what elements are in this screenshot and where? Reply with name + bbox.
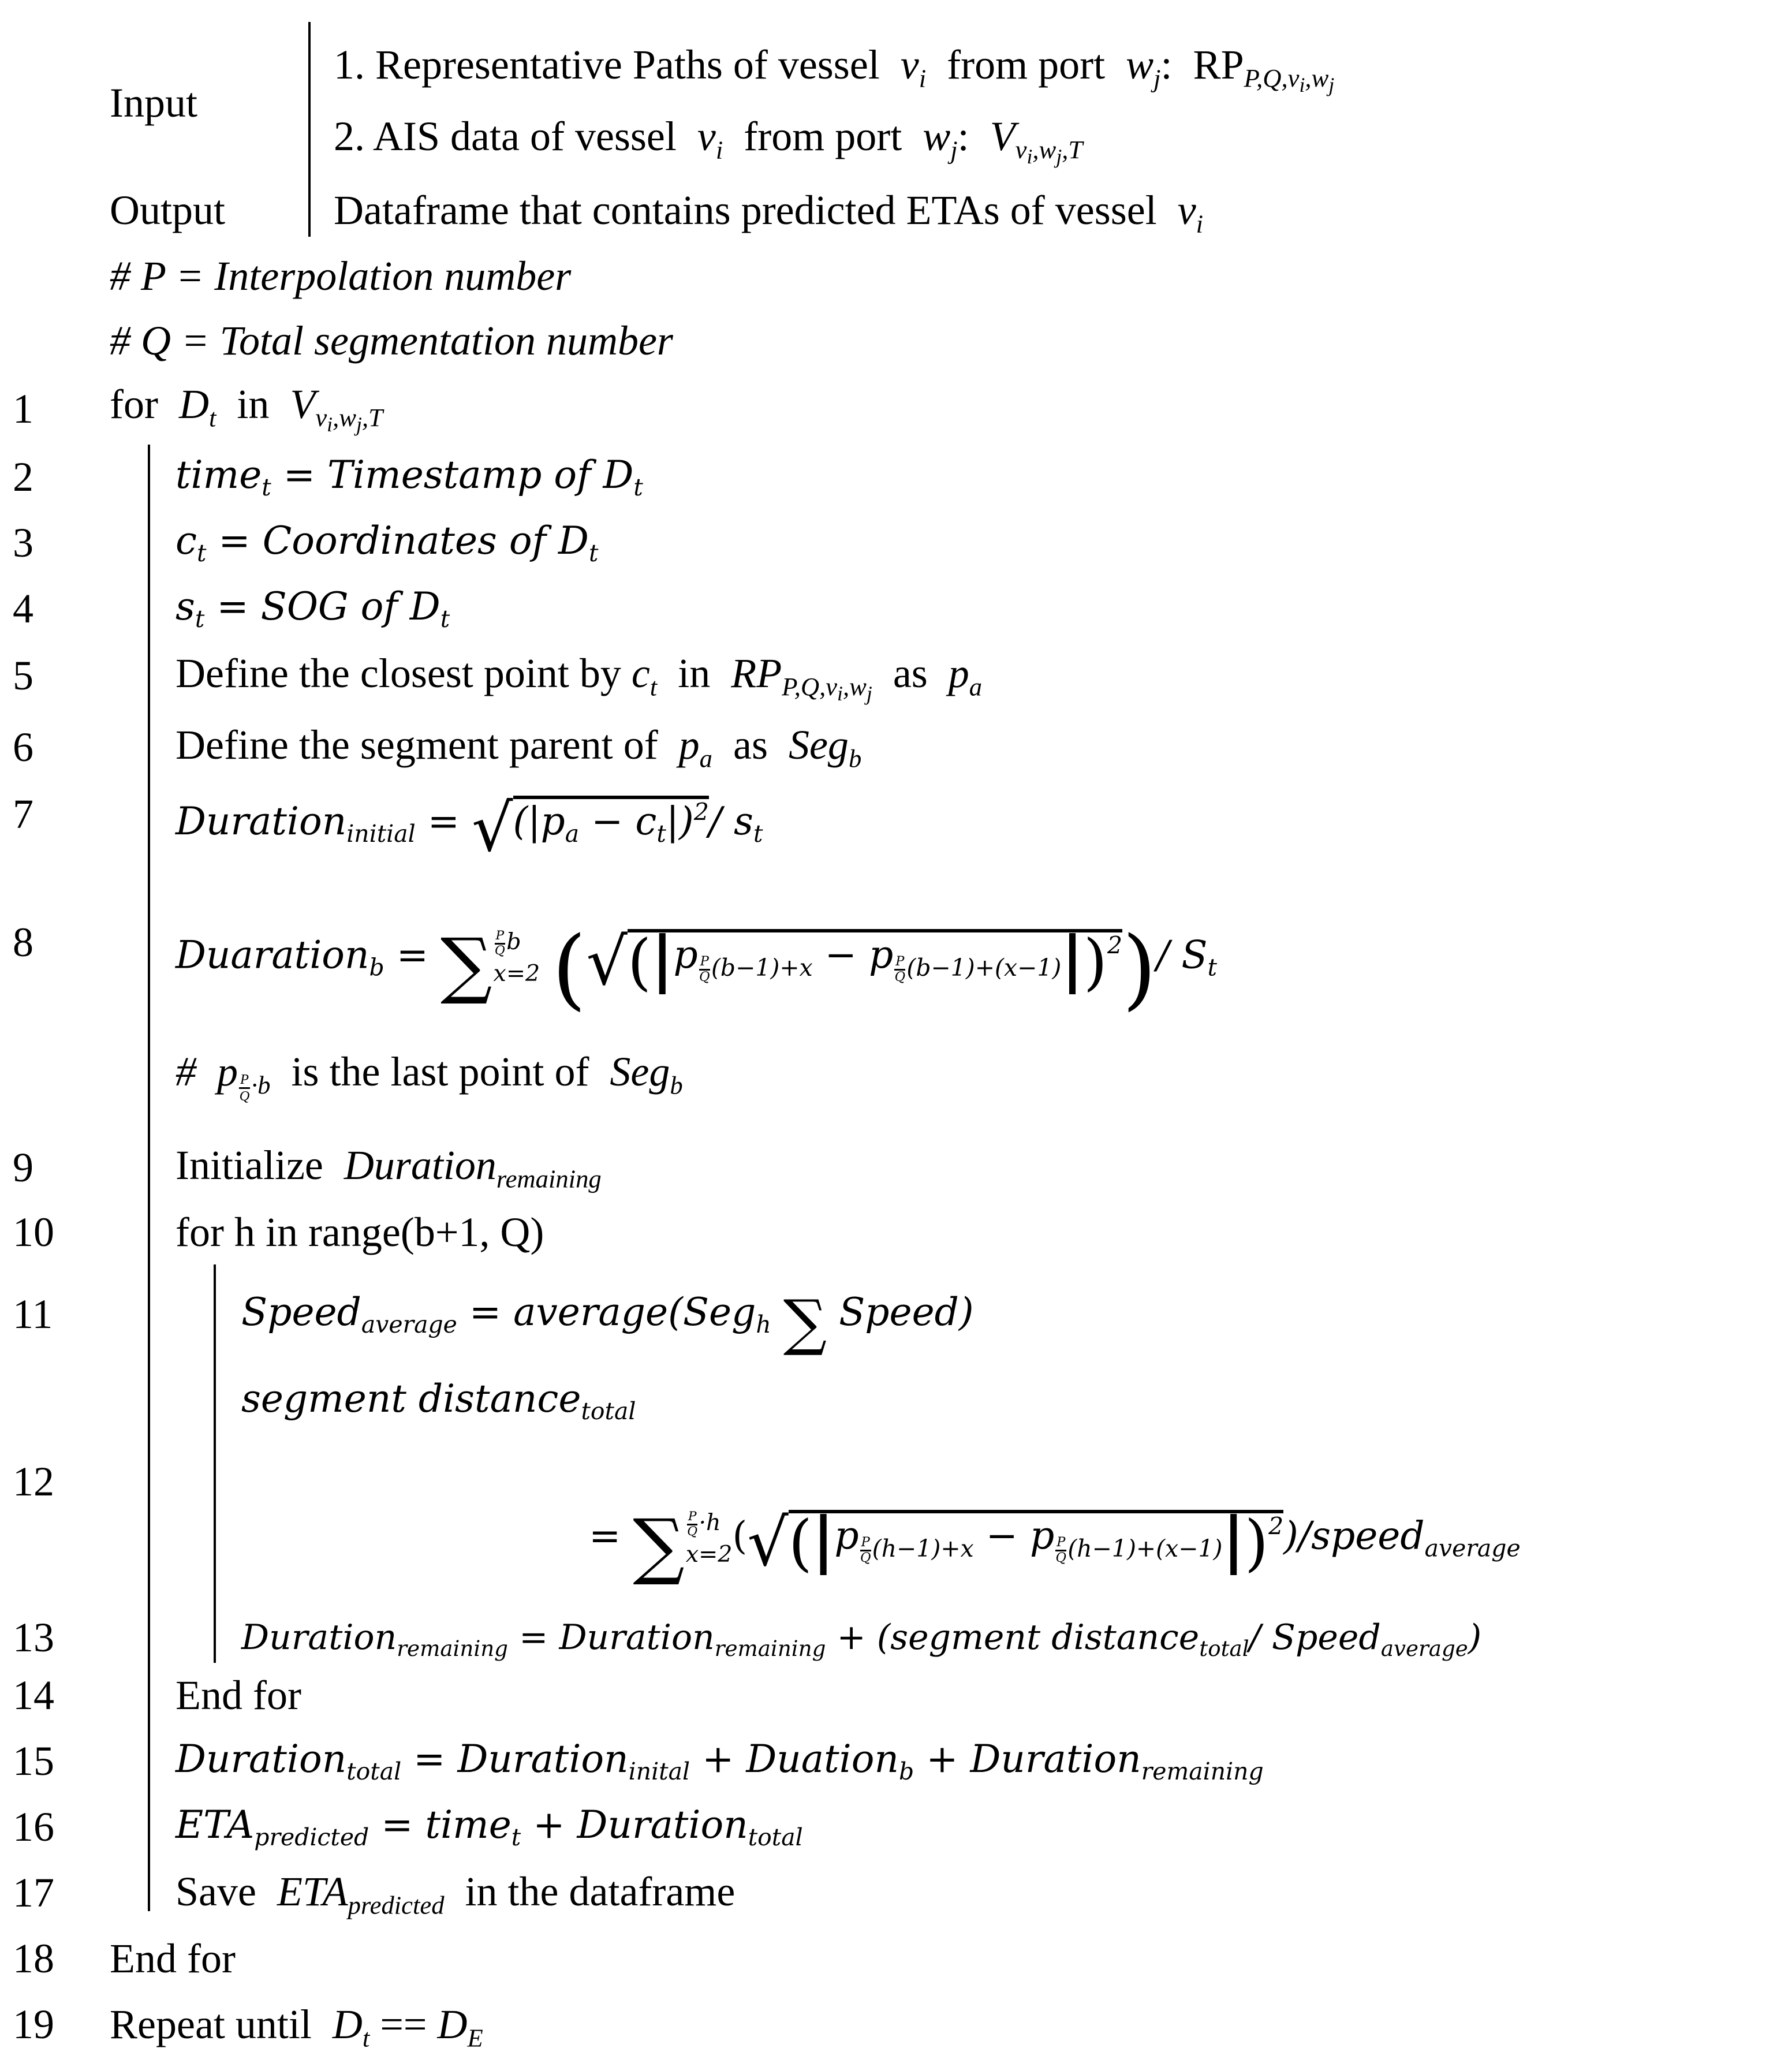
input-1-text: 1. Representative Paths of vessel xyxy=(334,42,880,88)
loop1-block-bar xyxy=(148,445,150,1911)
line-9-initialize: Initialize Duration$_{remaining}$ xyxy=(176,1142,602,1193)
summation-icon: ∑ xyxy=(633,1504,685,1588)
line-8-duration-b: Duaration$_b$ = ∑ $\frac{P}{Q}$ b x=2 (√(|p $_{\frac{P}{Q} (b-1)+x}$ − p $_{\frac{P}{Q} (b-1)+(x-1)}$|)$^2$)/ $S_t$ xyxy=(176,917,1218,1020)
loop2-block-bar xyxy=(214,1264,216,1663)
line-16-eta-predicted: $ETA_{predicted}$ = time$_t$ + Duration$_{total}$ xyxy=(176,1803,803,1852)
line-number: 4 xyxy=(13,585,33,632)
line-number: 2 xyxy=(13,454,33,500)
summation-icon: ∑ xyxy=(440,923,492,1008)
line-number: 7 xyxy=(13,791,33,837)
line-number: 17 xyxy=(13,1870,54,1916)
line-number: 12 xyxy=(13,1458,54,1505)
line-12-segment-distance-lhs: segment distance$_{total}$ xyxy=(241,1376,636,1426)
summation-icon: ∑ xyxy=(783,1286,827,1358)
input-2-text: 2. AIS data of vessel xyxy=(334,113,677,159)
line-number: 8 xyxy=(13,919,33,965)
input-1-mid: from port xyxy=(947,42,1106,88)
line-number: 1 xyxy=(13,386,33,432)
var-v: $v_i$ xyxy=(900,42,927,93)
line-3-coordinates: $c_t$ = Coordinates of $D_t$ xyxy=(176,518,599,568)
line-12-segment-distance-rhs: = ∑ $\frac{P}{Q}$ ·h x=2 (√(|p $_{\frac{P}{Q} (h-1)+x}$ − p $_{\frac{P}{Q} (h-1)+(x-1)}$|)$^2$)/speed$_{average}$ xyxy=(589,1504,1521,1588)
line-number: 11 xyxy=(13,1291,53,1337)
comment-q-definition: # Q = Total segmentation number xyxy=(110,318,673,364)
symbol-rp: $RP_{P,Q,v_i,w_j}$ xyxy=(1193,42,1335,97)
line-4-sog: $s_t$ = SOG of $D_t$ xyxy=(176,584,450,633)
input-2-mid: from port xyxy=(744,113,902,159)
input-label: Input xyxy=(110,80,197,126)
comment-p-definition: # P = Interpolation number xyxy=(110,253,572,299)
line-number: 19 xyxy=(13,2001,54,2047)
line-10-for-h: for h in range(b+1, Q) xyxy=(176,1209,544,1255)
line-11-speed-average: Speed$_{average}$ = average(Seg$_h$ ∑ Speed) xyxy=(241,1286,974,1358)
line-7-duration-initial: Duration$_{initial}$ = $√(|p_a - c_t|)^2/$ $s_t$ xyxy=(176,791,763,867)
var-v: $v_i$ xyxy=(1177,187,1204,238)
line-number: 13 xyxy=(13,1614,54,1661)
line-number: 6 xyxy=(13,724,33,770)
line-number: 10 xyxy=(13,1209,54,1255)
line-number: 5 xyxy=(13,652,33,699)
var-v: $v_i$ xyxy=(697,113,723,165)
line-1-for-loop: for $D_t$ in $V_{v_i,w_j,T}$ xyxy=(110,381,383,437)
output-label: Output xyxy=(110,187,226,233)
symbol-v: $V_{v_i,w_j,T}$ xyxy=(990,113,1083,169)
line-17-save: Save $ETA_{predicted}$ in the dataframe xyxy=(176,1868,736,1920)
input-item-1: 1. Representative Paths of vessel $v_i$ from port $w_j$: $RP_{P,Q,v_i,w_j}$ xyxy=(334,42,1335,97)
var-w: $w_j$ xyxy=(1126,42,1161,93)
line-19-repeat-until: Repeat until $D_t == D_E$ xyxy=(110,2001,483,2053)
line-14-end-for: End for xyxy=(176,1672,301,1718)
line-18-end-for: End for xyxy=(110,1935,236,1982)
line-5-closest-point: Define the closest point by $c_t$ in $RP_{P,Q,v_i,w_j}$ as $p_a$ xyxy=(176,650,983,706)
line-6-segment-parent: Define the segment parent of $p_a$ as Seg$_b$ xyxy=(176,722,862,773)
var-w: $w_j$ xyxy=(923,113,958,165)
line-2-timestamp: time$_t$ = Timestamp of $D_t$ xyxy=(176,453,643,502)
line-number: 3 xyxy=(13,520,33,566)
line-15-duration-total: Duration$_{total}$ = Duration$_{inital}$ + Duation$_b$ + Duration$_{remaining}$ xyxy=(176,1737,1264,1786)
line-number: 15 xyxy=(13,1738,54,1784)
io-divider xyxy=(308,22,311,237)
line-13-duration-remaining: Duration$_{remaining}$ = Duration$_{remaining}$ + (segment distance$_{total}$/ Speed$_{average}$) xyxy=(241,1617,1482,1661)
input-item-2: 2. AIS data of vessel $v_i$ from port $w_j$: $V_{v_i,w_j,T}$ xyxy=(334,113,1083,169)
line-number: 18 xyxy=(13,1935,54,1982)
line-number: 16 xyxy=(13,1804,54,1850)
comment-last-point: # p $_{\frac{P}{Q} \cdot b}$ is the last point of Seg$_b$ xyxy=(176,1049,683,1104)
output-description: Dataframe that contains predicted ETAs of vessel $v_i$ xyxy=(334,187,1204,238)
line-number: 9 xyxy=(13,1144,33,1191)
line-number: 14 xyxy=(13,1672,54,1718)
